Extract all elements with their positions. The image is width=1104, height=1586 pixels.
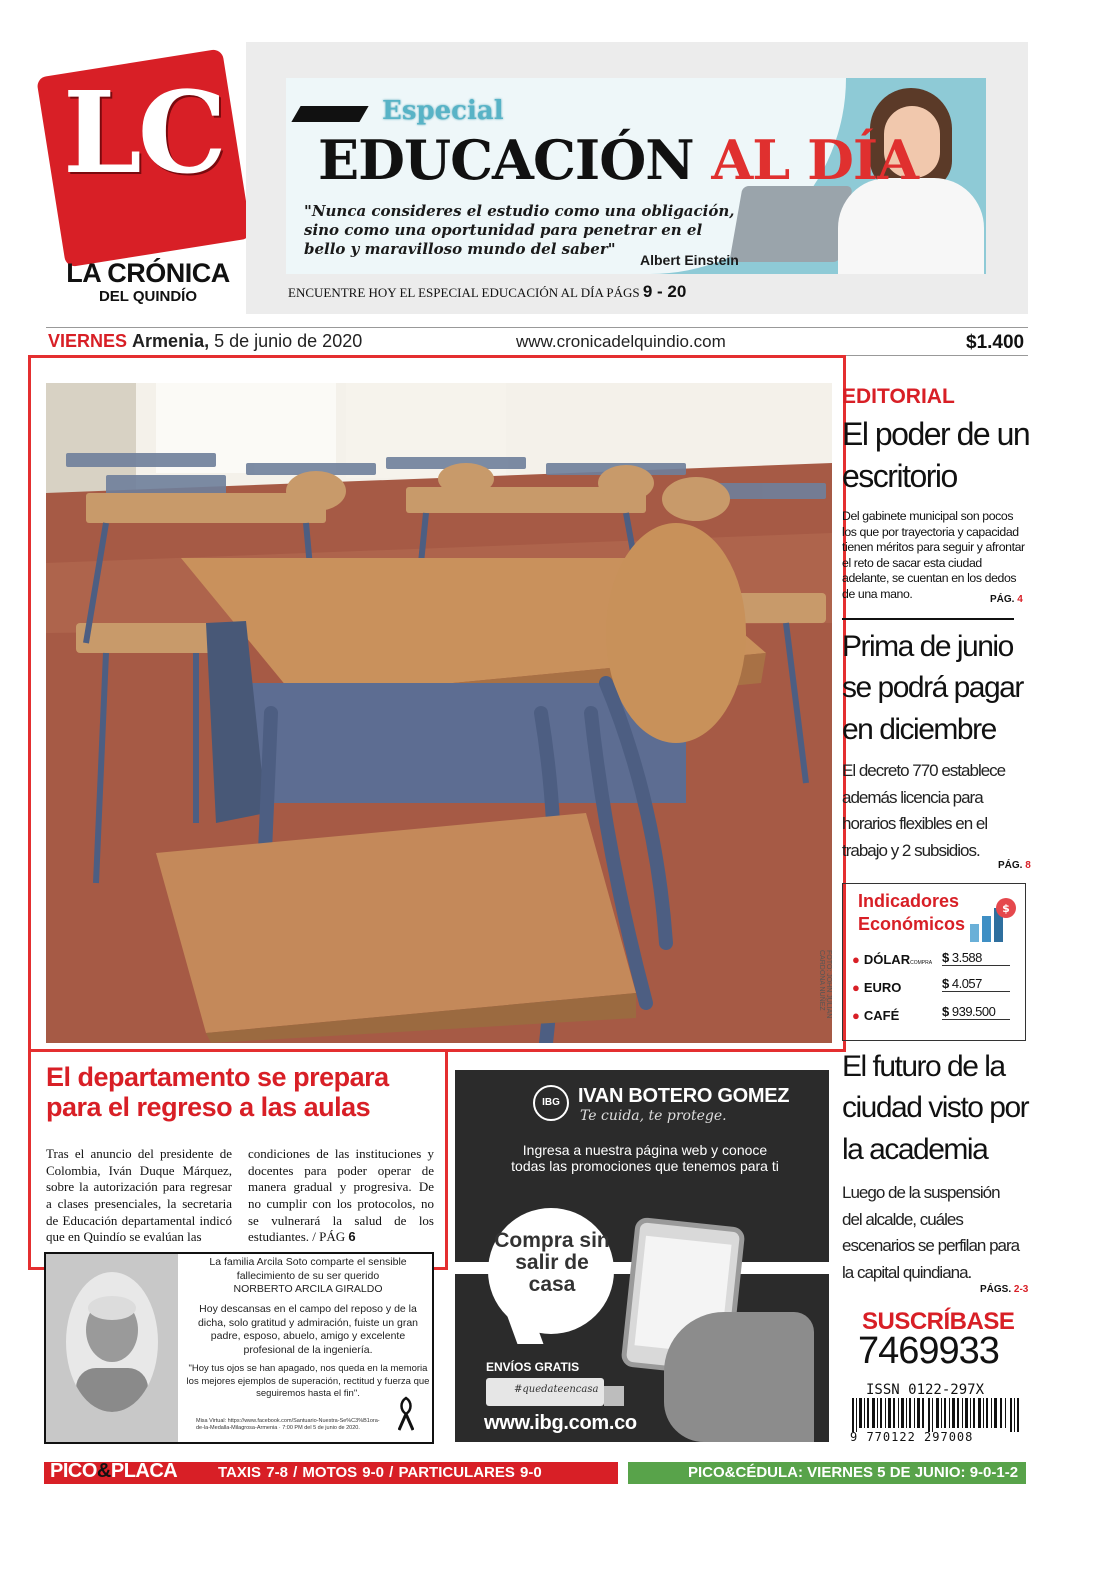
dateline-day: VIERNES	[48, 331, 128, 351]
promo-footer-text: ENCUENTRE HOY EL ESPECIAL EDUCACIÓN AL DÍA PÁGS	[288, 285, 640, 300]
ibg-hashtag: #quedateencasa	[514, 1384, 599, 1395]
promo-title-a: EDUCACIÓN	[318, 128, 694, 192]
mourning-ribbon-icon	[398, 1396, 414, 1432]
indicator-label: EURO	[863, 980, 902, 995]
obituary-body: Hoy descansas en el campo del reposo y de la dicha, solo gratitud y admiración, fuiste un gran padre, esposo, abuelo, amigo y excelente profesional de la ingeniería.	[197, 1302, 419, 1356]
newspaper-name: LA CRÓNICA	[66, 258, 230, 288]
divider	[46, 327, 1028, 328]
obituary-text	[186, 1256, 430, 1407]
futuro-body: Luego de la suspensión del alcalde, cuáles escenarios se perfilan para la capital quindiana.	[842, 1183, 1020, 1282]
promo-quote: "Nunca consideres el estudio como una obligación, sino como una oportunidad para penetrar en el bello y maravilloso mundo del saber"	[304, 202, 735, 258]
ibg-shipping: ENVÍOS GRATIS	[486, 1360, 580, 1374]
pico-cedula-info: PICO&CÉDULA: VIERNES 5 DE JUNIO: 9-0-1-2	[688, 1464, 1019, 1481]
indicator-value: 939.500	[951, 1004, 996, 1019]
svg-text:$: $	[1002, 902, 1010, 915]
indicators-title	[858, 890, 965, 935]
indicators-title-2: Económicos	[858, 913, 966, 934]
ampersand: &	[96, 1460, 111, 1482]
indicator-cafe-label	[852, 1008, 899, 1023]
futuro-page-ref	[980, 1284, 1028, 1295]
indicator-label: CAFÉ	[863, 1008, 900, 1023]
futuro-title[interactable]: El futuro de la ciudad visto por la academia	[842, 1050, 1029, 1166]
editorial-page-ref	[990, 594, 1023, 605]
pico-placa-title	[50, 1460, 177, 1483]
issn-number: ISSN 0122-297X	[866, 1382, 985, 1398]
page-number: 4	[1017, 594, 1023, 605]
highlight-frame	[28, 355, 846, 1052]
ibg-promo-text: Ingresa a nuestra página web y conoce todas las promociones que tenemos para ti	[511, 1142, 779, 1175]
placa-word: PLACA	[110, 1460, 178, 1482]
prima-title[interactable]: Prima de junio se podrá pagar en diciembre	[842, 630, 1023, 746]
ibg-website-link[interactable]: www.ibg.com.co	[484, 1412, 637, 1434]
indicator-euro-label	[852, 980, 901, 995]
ibg-slogan: Te cuida, te protege.	[580, 1108, 727, 1124]
hand-illustration	[664, 1312, 814, 1442]
dateline-city: Armenia,	[132, 331, 210, 351]
graduation-cap-icon	[291, 106, 368, 122]
photo-credit: FOTO: JOHN JULIAN CARDONA NUÑEZ	[818, 950, 832, 1019]
currency-symbol: $	[942, 1004, 949, 1019]
indicator-dolar-value	[942, 950, 1010, 966]
prima-body: El decreto 770 establece además licencia para horarios flexibles en el trabajo y 2 subsidios.	[842, 761, 1006, 860]
portrait-illustration	[66, 1272, 158, 1412]
obituary-footnote: Misa Virtual: https://www.facebook.com/Santuario-Nuestra-Se%C3%B1ora-de-la-Medalla-Milagrosa-Armenia · 7:00 PM del 5 de junio de 2020.	[196, 1418, 380, 1431]
website-link[interactable]: www.cronicadelquindio.com	[516, 332, 726, 351]
barcode-icon	[850, 1398, 1022, 1432]
obituary-name: NORBERTO ARCILA GIRALDO	[233, 1283, 383, 1296]
currency-symbol: $	[942, 976, 949, 991]
divider	[842, 618, 1014, 620]
dateline	[48, 331, 362, 352]
currency-symbol: $	[942, 950, 949, 965]
indicator-label: DÓLAR	[863, 952, 911, 967]
cover-price: $1.400	[966, 332, 1025, 353]
indicator-value: 4.057	[951, 976, 982, 991]
obituary-line1: La familia Arcila Soto comparte el sensible fallecimiento de su ser querido	[209, 1256, 407, 1282]
woman-body	[838, 178, 984, 274]
main-headline[interactable]: El departamento se prepara para el regreso a las aulas	[46, 1062, 389, 1122]
editorial-body: Del gabinete municipal son pocos los que por trayectoria y capacidad tienen méritos para seguir y afrontar el reto de sacar esta ciudad adelante, se cuentan en los dedos de una mano.	[842, 509, 1025, 602]
truck-cab	[604, 1386, 624, 1406]
barcode-digits: 9 770122 297008	[850, 1430, 974, 1444]
obituary-quote: "Hoy tus ojos se han apagado, nos queda en la memoria los mejores ejemplos de superación, rectitud y fuerza que seguiremos hasta el fin".	[186, 1363, 430, 1400]
indicators-title-1: Indicadores	[858, 891, 960, 911]
subscribe-label: SUSCRÍBASE	[862, 1308, 1015, 1335]
main-story-page: 6	[348, 1229, 356, 1245]
newspaper-subname: DEL QUINDÍO	[98, 288, 198, 305]
promo-footer-pages: 9 - 20	[642, 282, 687, 301]
indicator-note: COMPRA	[910, 960, 933, 966]
subscribe-phone[interactable]: 7469933	[858, 1330, 999, 1372]
obituary-portrait	[66, 1272, 158, 1412]
promo-title-b: AL DÍA	[711, 128, 919, 192]
bullet-icon: ●	[852, 980, 860, 995]
obituary-intro	[186, 1256, 430, 1297]
promo-footer	[288, 282, 686, 302]
page-label: PÁG.	[998, 860, 1023, 871]
main-story-col1: Tras el anuncio del presidente de Colombia, Iván Duque Márquez, sobre la autorización para regresar a clases presenciales, la secretaria de Educación departamental indicó que en Quindío se evalúan las	[46, 1146, 232, 1245]
dateline-date: 5 de junio de 2020	[214, 331, 363, 351]
page-number: 8	[1025, 860, 1031, 871]
page-number: 2-3	[1013, 1284, 1029, 1295]
page-label: PÁGS.	[980, 1284, 1012, 1295]
editorial-label: EDITORIAL	[842, 385, 955, 408]
page-label: PÁG.	[990, 594, 1015, 605]
prima-page-ref	[998, 860, 1031, 871]
promo-title	[318, 128, 918, 192]
bullet-icon: ●	[852, 1008, 860, 1023]
indicator-cafe-value	[942, 1004, 1010, 1020]
indicator-value: 3.588	[951, 950, 982, 965]
ibg-brand: IVAN BOTERO GOMEZ	[578, 1085, 790, 1107]
ibg-bubble-text: Compra sin salir de casa	[494, 1229, 610, 1297]
laptop-illustration	[729, 186, 852, 262]
main-story-col2-text: condiciones de las instituciones y docentes para poder operar de manera gradual y progresiva. De no cumplir con los protocolos, no se vulnerará la salud de los estudiantes. / PÁG	[248, 1146, 434, 1245]
editorial-title[interactable]: El poder de un escritorio	[842, 416, 1030, 494]
logo-letters: LC	[63, 68, 223, 199]
highlight-frame	[28, 1052, 448, 1270]
promo-author: Albert Einstein	[640, 252, 739, 268]
currency-chart-icon	[966, 894, 1018, 946]
bullet-icon: ●	[852, 952, 860, 967]
highlight-frame	[446, 1049, 846, 1052]
pico-word: PICO	[50, 1460, 97, 1482]
ibg-logo: IBG	[533, 1085, 569, 1121]
promo-especial: Especial	[382, 96, 504, 126]
indicator-euro-value	[942, 976, 1010, 992]
pico-placa-info: TAXIS 7-8 / MOTOS 9-0 / PARTICULARES 9-0	[218, 1464, 542, 1481]
indicator-dolar-label	[852, 952, 932, 967]
